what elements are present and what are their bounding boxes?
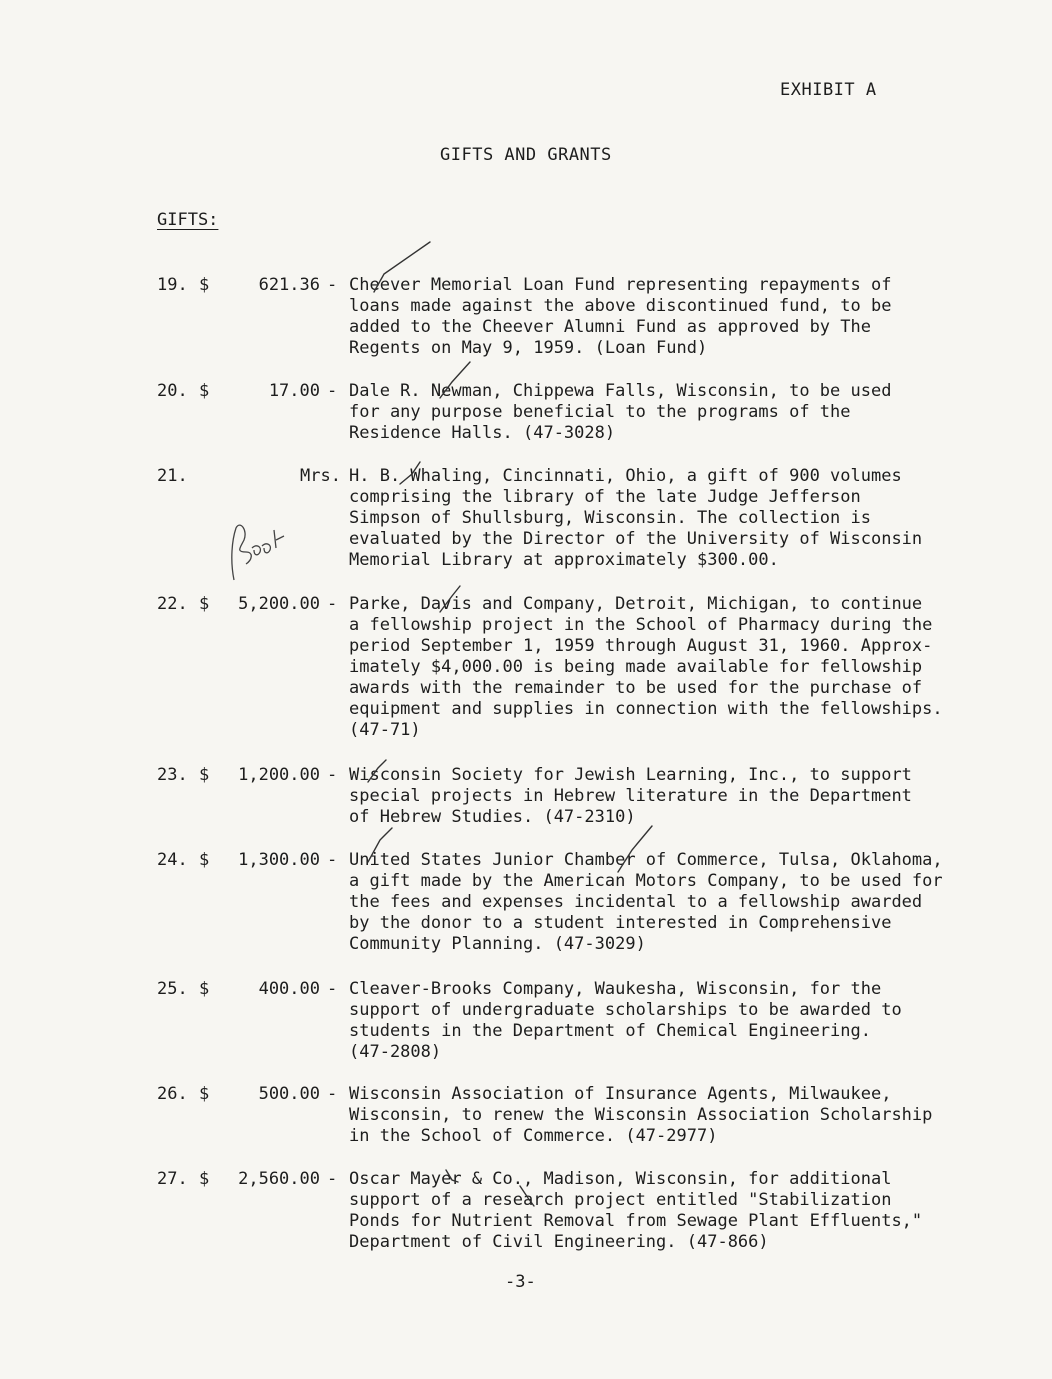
entry-dash: -	[327, 850, 338, 870]
entry-dash: -	[327, 275, 338, 295]
entry-description: H. B. Whaling, Cincinnati, Ohio, a gift of 900 volumes comprising the library of the late Judge Jefferson Simpson of Shullsburg, Wisconsin. The collection is evaluated by the Director of the University of Wisconsin Memorial Library at approximately $300.00.	[349, 466, 923, 570]
entry-dash: -	[327, 765, 338, 785]
entry-number: 23.	[157, 765, 188, 785]
entry-amount: 1,300.00	[238, 850, 320, 870]
dollar-sign: $	[199, 1084, 210, 1104]
dollar-sign: $	[199, 979, 210, 999]
entry-amount: 5,200.00	[238, 594, 320, 614]
dollar-sign: $	[199, 850, 210, 870]
dollar-sign: $	[199, 381, 210, 401]
entry-description: Dale R. Newman, Chippewa Falls, Wisconsin, to be used for any purpose beneficial to the programs of the Residence Halls. (47-3028)	[349, 381, 892, 443]
entry-number: 24.	[157, 850, 188, 870]
entry-number: 19.	[157, 275, 188, 295]
entry-description: Cleaver-Brooks Company, Waukesha, Wisconsin, for the support of undergraduate scholarships to be awarded to students in the Department of Chemical Engineering. (47-2808)	[349, 979, 902, 1062]
entry-description: Oscar Mayer & Co., Madison, Wisconsin, for additional support of a research project entitled "Stabilization Ponds for Nutrient Removal from Sewage Plant Effluents," Department of Civil Engineering. (47-866)	[349, 1169, 923, 1252]
entry-amount: 621.36	[258, 275, 320, 295]
entry-amount: 17.00	[268, 381, 320, 401]
dollar-sign: $	[199, 765, 210, 785]
entry-description: Parke, Davis and Company, Detroit, Michigan, to continue a fellowship project in the School of Pharmacy during the period September 1, 1959 through August 31, 1960. Approx- imately $4,000.00 is being made available for fellowship awards with the remainder to be used for the purchase of equipment and supplies in connection with the fellowships. (47-71)	[349, 594, 943, 740]
entry-number: 21.	[157, 466, 188, 486]
entry-number: 25.	[157, 979, 188, 999]
entry-dash: -	[327, 381, 338, 401]
entry-dash: -	[327, 1084, 338, 1104]
entry-donor-title: Mrs.	[300, 466, 341, 486]
entry-number: 22.	[157, 594, 188, 614]
entry-dash: -	[327, 1169, 338, 1189]
exhibit-label: EXHIBIT A	[780, 80, 877, 100]
entry-description: Wisconsin Association of Insurance Agents, Milwaukee, Wisconsin, to renew the Wisconsin Association Scholarship in the School of Commerce. (47-2977)	[349, 1084, 933, 1146]
entry-number: 26.	[157, 1084, 188, 1104]
entry-amount: 1,200.00	[238, 765, 320, 785]
entry-number: 20.	[157, 381, 188, 401]
section-heading-gifts: GIFTS:	[157, 210, 219, 230]
entry-description: Wisconsin Society for Jewish Learning, Inc., to support special projects in Hebrew literature in the Department of Hebrew Studies. (47-2310)	[349, 765, 912, 827]
dollar-sign: $	[199, 1169, 210, 1189]
dollar-sign: $	[199, 594, 210, 614]
page-number: -3-	[505, 1272, 536, 1292]
entry-dash: -	[327, 594, 338, 614]
entry-number: 27.	[157, 1169, 188, 1189]
entry-dash: -	[327, 979, 338, 999]
page-title: GIFTS AND GRANTS	[440, 145, 612, 165]
entry-amount: 500.00	[258, 1084, 320, 1104]
entry-amount: 400.00	[258, 979, 320, 999]
entry-amount: 2,560.00	[238, 1169, 320, 1189]
entry-description: United States Junior Chamber of Commerce, Tulsa, Oklahoma, a gift made by the American Motors Company, to be used for the fees and expenses incidental to a fellowship awarded by the donor to a student interested in Comprehensive Community Planning. (47-3029)	[349, 850, 943, 954]
entry-description: Cheever Memorial Loan Fund representing repayments of loans made against the above discontinued fund, to be added to the Cheever Alumni Fund as approved by The Regents on May 9, 1959. (Loan Fund)	[349, 275, 892, 358]
dollar-sign: $	[199, 275, 210, 295]
handwritten-margin-note	[232, 525, 284, 580]
